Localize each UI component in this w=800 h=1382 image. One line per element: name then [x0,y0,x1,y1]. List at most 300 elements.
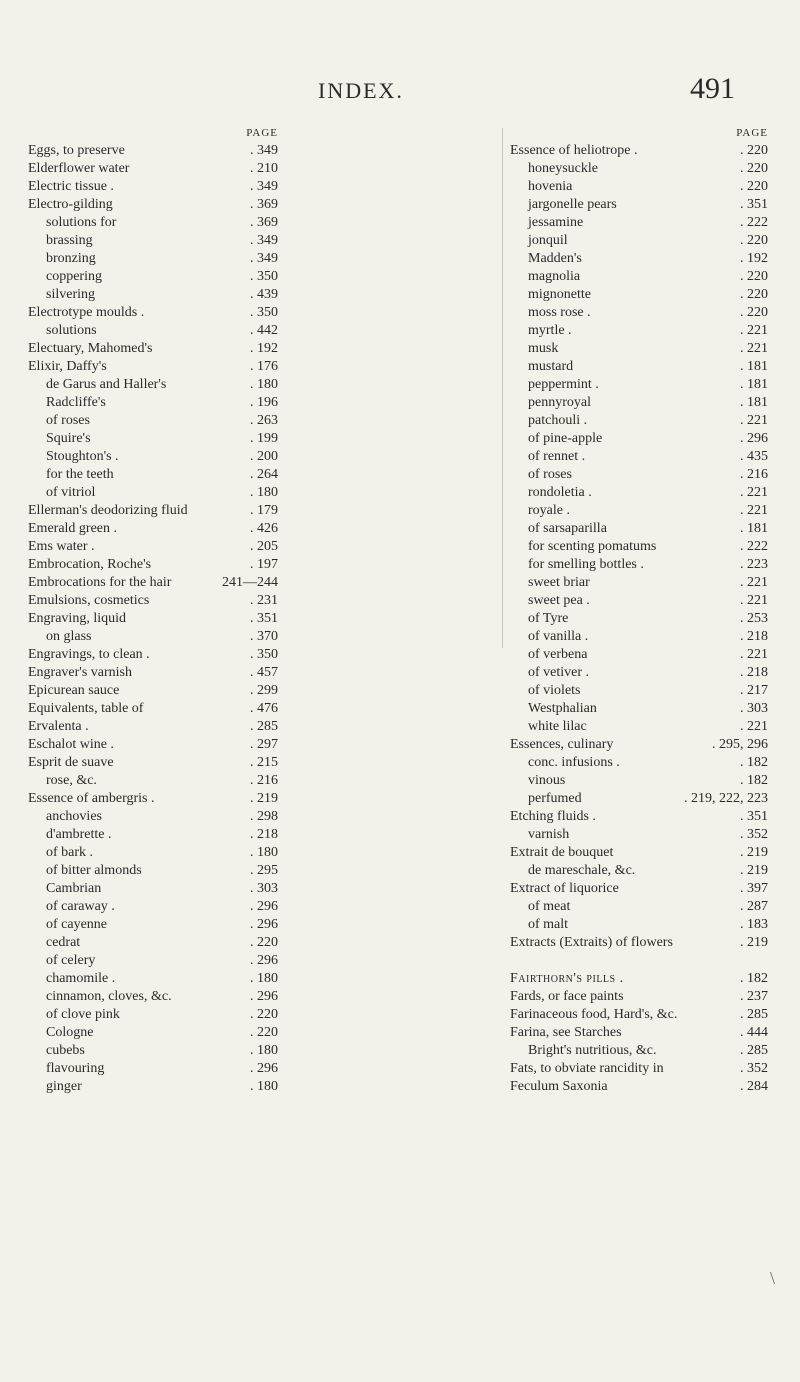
entry-name: conc. infusions . [528,755,620,770]
entry-name: for scenting pomatums [528,539,657,554]
entry-page: . 199 [250,431,278,446]
index-entry [28,880,490,898]
entry-name: anchovies [46,809,102,824]
entry-page: . 287 [740,899,768,914]
entry-name: cedrat [46,935,81,950]
entry-page: . 183 [740,917,768,932]
index-entry [510,790,768,808]
index-entry [28,304,490,322]
entry-page: . 180 [250,1079,278,1094]
index-entry [510,988,768,1006]
entry-page: . 180 [250,845,278,860]
index-entry [510,1006,768,1024]
entry-page: . 299 [250,683,278,698]
index-entry [510,394,768,412]
entry-name: jargonelle pears [528,197,617,212]
running-header [0,70,800,110]
entry-page: . 296 [250,899,278,914]
margin-mark: \ [770,1268,776,1288]
entry-name: varnish [528,827,570,842]
index-entry [28,484,490,502]
entry-page: . 263 [250,413,278,428]
entry-page: . 182 [740,755,768,770]
entry-name: flavouring [46,1061,105,1076]
entry-name: musk [528,341,559,356]
entry-name: of vanilla . [528,629,589,644]
entry-name: of malt [528,917,569,932]
entry-page: . 221 [740,341,768,356]
entry-page: . 181 [740,359,768,374]
entry-page: . 179 [250,503,278,518]
index-entry [510,826,768,844]
entry-name: Embrocations for the hair [28,575,172,590]
index-entry [510,1024,768,1042]
entry-page: . 295 [250,863,278,878]
entry-page: . 176 [250,359,278,374]
entry-page: . 200 [250,449,278,464]
entry-name: on glass [46,629,92,644]
entry-page: . 220 [740,269,768,284]
entry-page: . 439 [250,287,278,302]
entry-page: . 296 [250,917,278,932]
entry-page: . 222 [740,539,768,554]
index-entry [510,214,768,232]
entry-page: . 181 [740,395,768,410]
index-entry [510,664,768,682]
entry-page: . 219 [740,845,768,860]
entry-page: . 296 [250,953,278,968]
entry-page: . 285 [250,719,278,734]
index-entry [28,556,490,574]
entry-page: . 220 [250,935,278,950]
index-entry [28,988,490,1006]
entry-name: Electrotype moulds . [28,305,145,320]
entry-page: . 350 [250,269,278,284]
index-entry [510,970,768,988]
entry-name: jessamine [528,215,584,230]
entry-page: . 296 [250,989,278,1004]
entry-page: . 219 [250,791,278,806]
index-entry [510,682,768,700]
entry-name: Emerald green . [28,521,118,536]
entry-page: . 476 [250,701,278,716]
entry-name: white lilac [528,719,587,734]
entry-name: Esprit de suave [28,755,114,770]
entry-name: Electro-gilding [28,197,113,212]
entry-page: . 352 [740,1061,768,1076]
index-entry [510,898,768,916]
entry-name: Embrocation, Roche's [28,557,152,572]
index-entry [28,772,490,790]
entry-page: . 219, 222, 223 [684,791,768,806]
entry-page: . 216 [250,773,278,788]
entry-name: Electric tissue . [28,179,114,194]
index-entry [28,394,490,412]
entry-name: Extract of liquorice [510,881,619,896]
entry-page: . 210 [250,161,278,176]
index-entry [510,142,768,160]
entry-name: vinous [528,773,566,788]
entry-page: . 349 [250,143,278,158]
index-entry [510,934,768,952]
index-entry [28,502,490,520]
index-entry [510,574,768,592]
entry-page: . 182 [740,773,768,788]
entry-name: royale . [528,503,570,518]
index-entry [510,808,768,826]
entry-name: Westphalian [528,701,597,716]
index-entry [28,286,490,304]
index-entry [510,484,768,502]
index-entry [28,340,490,358]
entry-page: . 426 [250,521,278,536]
entry-name: of sarsaparilla [528,521,607,536]
entry-page: . 303 [740,701,768,716]
entry-page: . 220 [740,143,768,158]
entry-name: brassing [46,233,93,248]
index-entry [510,178,768,196]
index-entry [28,736,490,754]
page-title: INDEX. [318,78,404,103]
entry-page: . 205 [250,539,278,554]
entry-name: of bark . [46,845,94,860]
entry-page: . 369 [250,197,278,212]
entry-name: Elixir, Daffy's [28,359,107,374]
entry-name: Engravings, to clean . [28,647,150,662]
entry-name: sweet briar [528,575,590,590]
entry-name: of vetiver . [528,665,590,680]
entry-name: mustard [528,359,574,374]
entry-name: moss rose . [528,305,591,320]
entry-page: . 397 [740,881,768,896]
entry-name: Extracts (Extraits) of flowers [510,935,673,950]
entry-name: sweet pea . [528,593,590,608]
entry-name: myrtle . [528,323,572,338]
entry-page: . 180 [250,971,278,986]
index-entry [510,916,768,934]
entry-name: rose, &c. [46,773,97,788]
index-entry [510,880,768,898]
entry-name: of clove pink [46,1007,120,1022]
index-entry [510,556,768,574]
entry-page: . 215 [250,755,278,770]
index-entry [28,898,490,916]
entry-page: . 349 [250,179,278,194]
entry-name: chamomile . [46,971,116,986]
entry-page: . 182 [740,971,768,986]
index-entry [28,142,490,160]
entry-page: . 221 [740,485,768,500]
index-entry [510,592,768,610]
index-entry [510,232,768,250]
entry-page: . 285 [740,1007,768,1022]
index-entry [28,646,490,664]
right-column [510,125,768,1096]
index-entry [510,862,768,880]
entry-page: . 369 [250,215,278,230]
entry-name: for the teeth [46,467,114,482]
index-entry [28,448,490,466]
index-entry [510,772,768,790]
index-entry [510,754,768,772]
entry-name: of cayenne [46,917,108,932]
entry-page: . 221 [740,593,768,608]
entry-name: cubebs [46,1043,85,1058]
entry-name: of rennet . [528,449,586,464]
index-entry [510,844,768,862]
index-entry [510,322,768,340]
entry-page: . 298 [250,809,278,824]
entry-name: of vitriol [46,485,96,500]
entry-name: bronzing [46,251,96,266]
entry-name: d'ambrette . [46,827,112,842]
entry-name: solutions [46,323,97,338]
index-entry [28,376,490,394]
entry-name: mignonette [528,287,591,302]
entry-page: . 442 [250,323,278,338]
left-column [28,125,490,1096]
entry-page: . 231 [250,593,278,608]
entry-name: Eggs, to preserve [28,143,125,158]
entry-name: jonquil [528,233,568,248]
index-entry [28,1060,490,1078]
entry-page: . 297 [250,737,278,752]
entry-page: . 221 [740,647,768,662]
entry-name: ginger [46,1079,82,1094]
index-entry [28,430,490,448]
index-entry [28,160,490,178]
entry-name: Bright's nutritious, &c. [528,1043,657,1058]
entry-name: Engraving, liquid [28,611,126,626]
entry-name: Cambrian [46,881,102,896]
entry-page: . 192 [250,341,278,356]
entry-page: . 295, 296 [712,737,768,752]
index-entry [510,646,768,664]
index-entry [510,268,768,286]
index-entry [28,754,490,772]
index-entry [28,1006,490,1024]
entry-page: . 218 [740,629,768,644]
entry-page: . 350 [250,305,278,320]
entry-page: . 370 [250,629,278,644]
entry-page: . 196 [250,395,278,410]
entry-page: . 296 [740,431,768,446]
index-entry [510,610,768,628]
entry-page: . 351 [250,611,278,626]
index-entry [510,628,768,646]
entry-page: . 223 [740,557,768,572]
entry-name: Extrait de bouquet [510,845,614,860]
entry-name: Squire's [46,431,91,446]
entry-page: . 296 [250,1061,278,1076]
index-entry [28,952,490,970]
entry-page: . 352 [740,827,768,842]
entry-name: Fards, or face paints [510,989,624,1004]
index-entry [28,520,490,538]
entry-name: Essence of ambergris . [28,791,155,806]
entry-page: . 220 [740,179,768,194]
entry-name: Emulsions, cosmetics [28,593,150,608]
index-entry [28,232,490,250]
entry-name: Farina, see Starches [510,1025,622,1040]
entry-name: cinnamon, cloves, &c. [46,989,172,1004]
entry-name: for smelling bottles . [528,557,644,572]
index-entry [510,196,768,214]
entry-name: Essence of heliotrope . [510,143,638,158]
index-entry [28,844,490,862]
entry-page: . 221 [740,719,768,734]
entry-name: of meat [528,899,571,914]
entry-name: Ervalenta . [28,719,89,734]
entry-name: Radcliffe's [46,395,106,410]
index-entry [510,1042,768,1060]
entry-page: . 349 [250,233,278,248]
entry-name: Feculum Saxonia [510,1079,608,1094]
index-entry [28,268,490,286]
entry-name: de mareschale, &c. [528,863,636,878]
index-entry [28,1024,490,1042]
index-entry [28,358,490,376]
entry-page: . 221 [740,503,768,518]
index-entry [28,826,490,844]
entry-name: of Tyre [528,611,569,626]
entry-name: pennyroyal [528,395,591,410]
index-entry [510,1078,768,1096]
index-entry [28,700,490,718]
entry-page: . 218 [740,665,768,680]
column-divider [502,128,503,648]
index-entry [28,862,490,880]
entry-page: . 237 [740,989,768,1004]
index-entry [28,1078,490,1096]
index-entry [510,1060,768,1078]
entry-name: Madden's [528,251,582,266]
entry-name: Cologne [46,1025,94,1040]
entry-page: . 219 [740,863,768,878]
entry-page: . 435 [740,449,768,464]
index-entry [510,466,768,484]
entry-name: Stoughton's . [46,449,119,464]
index-entry [28,574,490,592]
entry-page: . 218 [250,827,278,842]
entry-page: . 220 [250,1025,278,1040]
index-entry [28,592,490,610]
entry-page: . 284 [740,1079,768,1094]
entry-page: . 264 [250,467,278,482]
entry-page: . 220 [740,305,768,320]
index-entry [28,1042,490,1060]
entry-page: . 181 [740,377,768,392]
entry-name: peppermint . [528,377,599,392]
index-entry [510,736,768,754]
entry-page: . 457 [250,665,278,680]
index-entry [510,520,768,538]
entry-page: . 219 [740,935,768,950]
entry-page: . 444 [740,1025,768,1040]
index-entry [510,502,768,520]
entry-name: Engraver's varnish [28,665,132,680]
entry-name: solutions for [46,215,117,230]
entry-name: Farinaceous food, Hard's, &c. [510,1007,678,1022]
entry-name: of pine-apple [528,431,603,446]
entry-name: of roses [46,413,90,428]
entry-page: . 349 [250,251,278,266]
index-entry [510,700,768,718]
entry-name: of bitter almonds [46,863,142,878]
index-entry [510,358,768,376]
index-entry [510,376,768,394]
index-entry [28,610,490,628]
entry-name: patchouli . [528,413,588,428]
entry-page: . 216 [740,467,768,482]
entry-name: of roses [528,467,572,482]
index-entry [510,430,768,448]
index-entry [28,808,490,826]
left-page-heading: PAGE [246,127,278,139]
entry-name: perfumed [528,791,582,806]
entry-page: . 222 [740,215,768,230]
index-entry [510,250,768,268]
entry-page: . 220 [740,161,768,176]
entry-name: de Garus and Haller's [46,377,167,392]
entry-name: Ellerman's deodorizing fluid [28,503,188,518]
left-entry-list [28,142,490,1096]
index-entry [28,970,490,988]
index-entry [28,628,490,646]
entry-name: of verbena [528,647,588,662]
entry-page: . 221 [740,413,768,428]
right-entry-list [510,142,768,1096]
entry-page: . 180 [250,1043,278,1058]
index-entry [28,664,490,682]
index-entry [28,682,490,700]
entry-page: . 180 [250,485,278,500]
index-entry [28,934,490,952]
entry-page: . 350 [250,647,278,662]
entry-name: coppering [46,269,102,284]
entry-name: Etching fluids . [510,809,596,824]
index-entry [28,196,490,214]
index-entry [28,916,490,934]
index-entry [510,448,768,466]
entry-page: . 221 [740,575,768,590]
index-entry [28,412,490,430]
entry-name: Epicurean sauce [28,683,120,698]
entry-page: . 220 [250,1007,278,1022]
entry-name: Ems water . [28,539,95,554]
index-entry [510,718,768,736]
entry-page: . 180 [250,377,278,392]
entry-name: Elderflower water [28,161,130,176]
index-entry [28,250,490,268]
entry-name: honeysuckle [528,161,598,176]
entry-page: . 192 [740,251,768,266]
entry-name: of violets [528,683,581,698]
entry-name: Fairthorn's pills . [510,971,624,986]
entry-name: Electuary, Mahomed's [28,341,153,356]
index-entry [28,790,490,808]
index-entry [510,286,768,304]
entry-name: hovenia [528,179,573,194]
index-entry [510,340,768,358]
entry-page: . 303 [250,881,278,896]
right-page-heading: PAGE [736,127,768,139]
entry-page: . 181 [740,521,768,536]
index-entry [28,718,490,736]
index-entry [28,466,490,484]
entry-page: . 197 [250,557,278,572]
index-entry [28,538,490,556]
